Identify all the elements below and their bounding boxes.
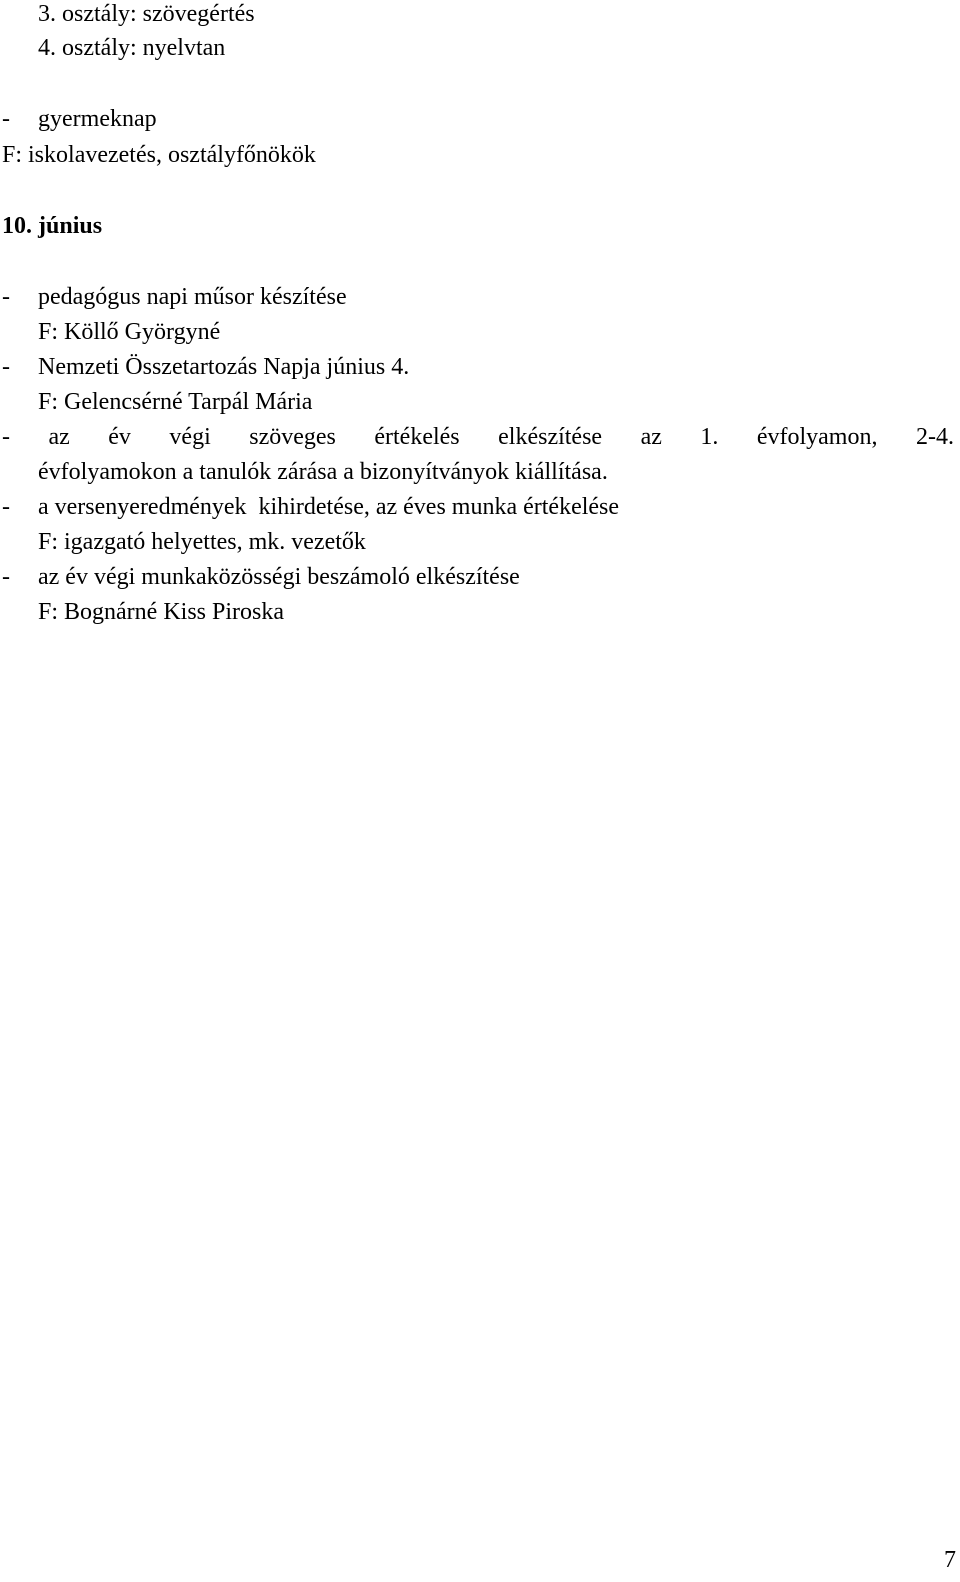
bullet-dash: - bbox=[2, 354, 10, 380]
item-text: a versenyeredmények kihirdetése, az éves munka értékelése bbox=[38, 494, 620, 520]
word: év bbox=[108, 424, 131, 450]
responsible-line: F: igazgató helyettes, mk. vezetők bbox=[38, 529, 366, 555]
bullet-dash: - bbox=[2, 106, 10, 132]
bullet-dash: - bbox=[2, 494, 10, 520]
word: - bbox=[2, 424, 10, 450]
bullet-dash: - bbox=[2, 564, 10, 590]
grade-3-line: 3. osztály: szövegértés bbox=[38, 1, 255, 27]
word: végi bbox=[169, 424, 211, 450]
month-heading: 10. június bbox=[2, 213, 103, 239]
item-text: gyermeknap bbox=[38, 106, 157, 132]
bullet-dash: - bbox=[2, 284, 10, 310]
responsible-line: F: Bognárné Kiss Piroska bbox=[38, 599, 284, 625]
word: 2-4. bbox=[915, 424, 954, 450]
word: elkészítése bbox=[498, 424, 603, 450]
word: szöveges bbox=[249, 424, 336, 450]
responsible-line: F: Köllő Györgyné bbox=[38, 319, 221, 345]
responsible-line: F: iskolavezetés, osztályfőnökök bbox=[2, 142, 316, 168]
item-text: pedagógus napi műsor készítése bbox=[38, 284, 347, 310]
responsible-line: F: Gelencsérné Tarpál Mária bbox=[38, 389, 313, 415]
item-text: Nemzeti Összetartozás Napja június 4. bbox=[38, 354, 410, 380]
grade-4-line: 4. osztály: nyelvtan bbox=[38, 35, 226, 61]
evaluation-item-justified bbox=[2, 423, 954, 451]
word: értékelés bbox=[374, 424, 460, 450]
word: évfolyamon, bbox=[756, 424, 878, 450]
page-number: 7 bbox=[944, 1547, 956, 1573]
word: 1. bbox=[700, 424, 719, 450]
evaluation-item-continuation: évfolyamokon a tanulók zárása a bizonyítványok kiállítása. bbox=[38, 459, 608, 485]
word: az bbox=[640, 424, 662, 450]
word: az bbox=[48, 424, 70, 450]
item-text: az év végi munkaközösségi beszámoló elkészítése bbox=[38, 564, 520, 590]
